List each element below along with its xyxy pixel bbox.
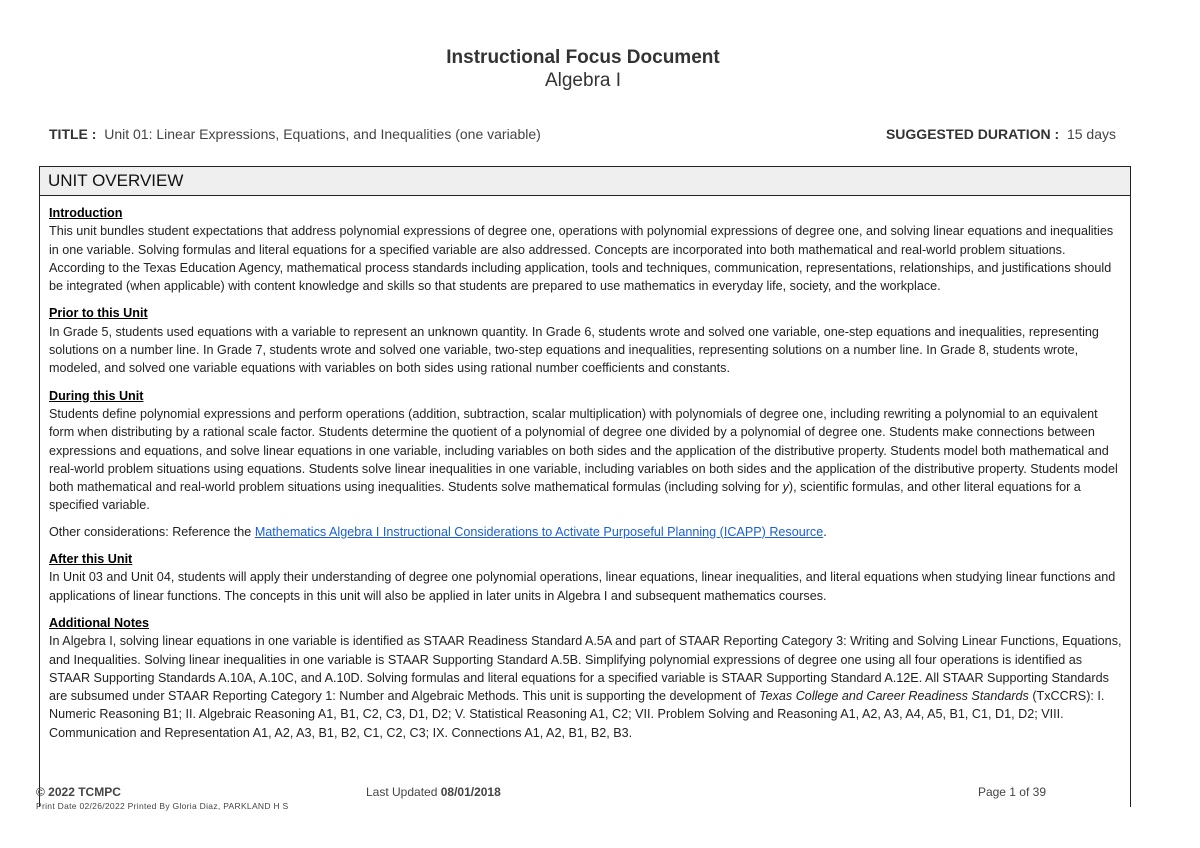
duration-label: SUGGESTED DURATION : [885, 126, 1060, 142]
unit-overview-box [39, 166, 1131, 807]
icapp-resource-link[interactable]: Mathematics Algebra I Instructional Considerations to Activate Purposeful Planning (ICAPP) Resource [254, 524, 824, 539]
notes-text: In Algebra I, solving linear equations in one variable is identified as STAAR Readiness Standard A.5A and part of STAAR Reporting Category 3: Writing and Solving Linear Functions, Equations, and Inequalities. Solving linear inequalities in one variable is STAAR Supporting Standard A.5B. Simplifying polynomial expressions of degree one using all four operations is identified as STAAR Supporting Standards A.10A, A.10C, and A.10D. Solving formulas and literal equations for a specified variable is STAAR Supporting Standard A.12E. All STAAR Supporting Standards are subsumed under STAAR Reporting Category 1: Number and Algebraic Methods. This unit is supporting the development of Texas College and Career Readiness Standards (TxCCRS): I. Numeric Reasoning B1; II. Algebraic Reasoning A1, B1, C2, C3, D1, D2; V. Statistical Reasoning A1, C2; VII. Problem Solving and Reasoning A1, A2, A3, A4, A5, B1, C1, D1, D2; VIII. Communication and Representation A1, A2, A3, B1, B2, C1, C2, C3; IX. Connections A1, A2, B1, B2, B3. [49, 634, 1122, 740]
last-updated: Last Updated 08/01/2018 [366, 785, 501, 799]
duration-row [886, 126, 1116, 142]
prior-section [49, 304, 1122, 377]
introduction-heading: Introduction [49, 206, 123, 220]
during-section [49, 387, 1122, 541]
prior-heading: Prior to this Unit [49, 306, 148, 321]
updated-date: 08/01/2018 [440, 785, 501, 799]
title-label: TITLE : [49, 126, 97, 142]
after-section [49, 550, 1122, 605]
document-title: Instructional Focus Document [446, 47, 720, 68]
notes-section [49, 614, 1122, 742]
after-heading: After this Unit [49, 552, 133, 567]
txccrs-title: Texas College and Career Readiness Standards [759, 689, 1029, 704]
page-footer [36, 783, 1046, 823]
page-number: Page 1 of 39 [977, 785, 1046, 799]
unit-overview-heading: UNIT OVERVIEW [40, 167, 1130, 196]
introduction-text: This unit bundles student expectations that address polynomial expressions of degree one, operations with polynomial expressions of degree one, and solving linear equations and inequalities in one variable. Solving formulas and literal equations for a specified variable are also addressed. Concepts are incorporated into both mathematical and real-world problem situations. According to the Texas Education Agency, mathematical process standards including application, tools and techniques, communication, representations, relationships, and justifications should be integrated (when applicable) with content knowledge and skills so that students are prepared to use mathematics in everyday life, society, and the workplace. [49, 224, 1114, 294]
after-text: In Unit 03 and Unit 04, students will apply their understanding of degree one polynomial operations, linear equations, linear inequalities, and literal equations when studying linear functions and applications of linear functions. The concepts in this unit will also be applied in later units in Algebra I and subsequent mathematics courses. [49, 570, 1116, 603]
unit-title: Unit 01: Linear Expressions, Equations, and Inequalities (one variable) [104, 126, 541, 142]
document-subtitle: Algebra I [544, 70, 622, 91]
unit-meta [49, 126, 1116, 144]
variable-y: y [782, 480, 789, 495]
unit-overview-content [40, 196, 1130, 742]
unit-title-row [49, 126, 541, 142]
introduction-section [49, 204, 1122, 295]
copyright: © 2022 TCMPC [36, 785, 121, 799]
prior-text: In Grade 5, students used equations with a variable to represent an unknown quantity. In Grade 6, students wrote and solved one variable, one-step equations and inequalities, representing solutions on a number line. In Grade 7, students wrote and solved one variable, two-step equations and inequalities, representing solutions on a number line. In Grade 8, students wrote, modeled, and solved one variable equations with variables on both sides using rational number coefficients and constants. [49, 324, 1099, 376]
duration-value: 15 days [1066, 126, 1116, 142]
during-heading: During this Unit [49, 388, 144, 403]
print-info: Print Date 02/26/2022 Printed By Gloria Diaz, PARKLAND H S [36, 801, 289, 811]
document-header [0, 46, 1166, 92]
notes-heading: Additional Notes [49, 615, 150, 630]
other-considerations: Other considerations: Reference the Mathematics Algebra I Instructional Considerations to Activate Purposeful Planning (ICAPP) Resource. [49, 524, 827, 539]
during-text: Students define polynomial expressions and perform operations (addition, subtraction, scalar multiplication) with polynomials of degree one, including rewriting a polynomial to an equivalent form when distributing by a rational scale factor. Students determine the quotient of a polynomial of degree one divided by a polynomial of degree one. Students make connections between expressions and equations, and solve linear equations in one variable, including variables on both sides and the application of the distributive property. Students model both mathematical and real-world problem situations using equations. Students solve linear inequalities in one variable, including variables on both sides and the application of the distributive property. Students model both mathematical and real-world problem situations using inequalities. Students solve mathematical formulas (including solving for y), scientific formulas, and other literal equations for a specified variable. [49, 406, 1118, 513]
